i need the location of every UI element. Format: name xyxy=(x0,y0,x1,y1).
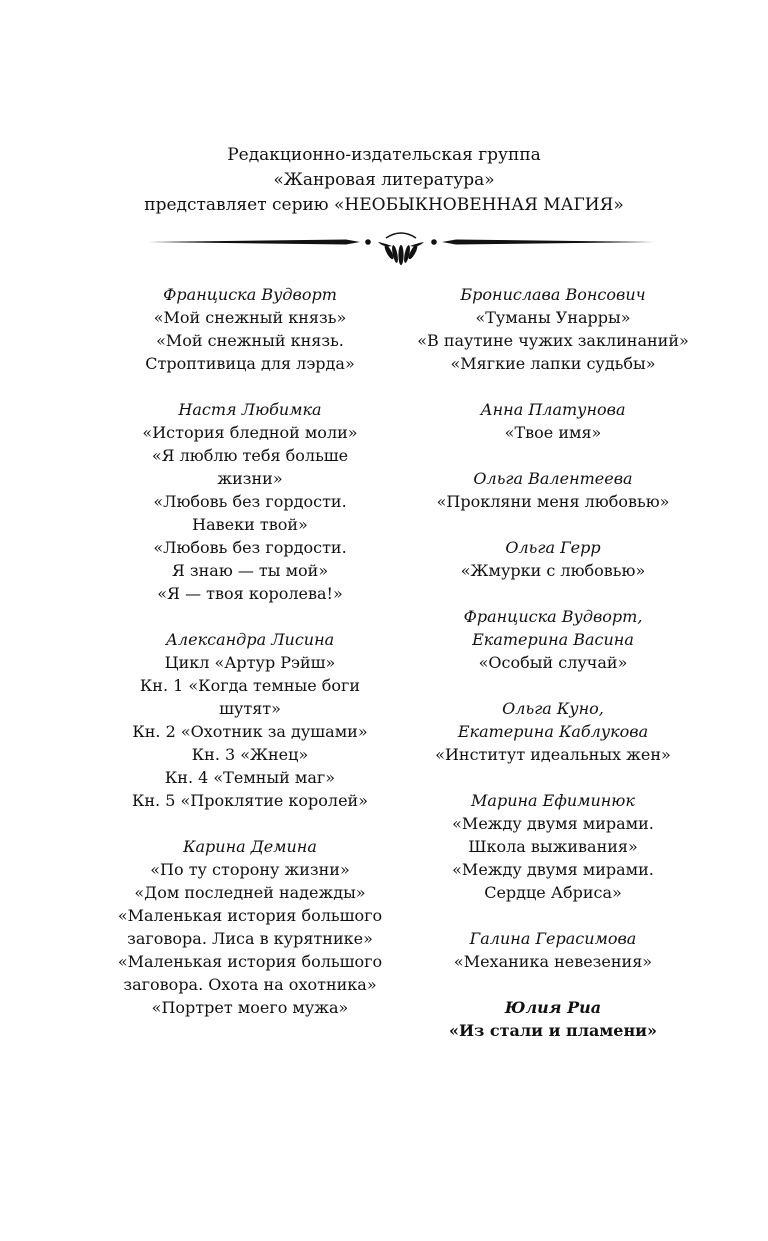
book-entry xyxy=(400,398,706,444)
book-title: Цикл «Артур Рэйш» xyxy=(164,653,336,672)
author-name: Ольга Герр xyxy=(505,538,601,557)
book-title: «Твое имя» xyxy=(504,423,602,442)
book-title: Сердце Абриса» xyxy=(484,883,622,902)
book-entry xyxy=(400,927,706,973)
book-title: Навеки твой» xyxy=(192,515,308,534)
book-title: Кн. 5 «Проклятие королей» xyxy=(131,791,369,810)
book-title: жизни» xyxy=(217,469,283,488)
imprint-line: «Жанровая литература» xyxy=(273,170,495,190)
author-name: Галина Герасимова xyxy=(469,929,637,948)
author-name: Анна Платунова xyxy=(480,400,626,419)
book-title: Строптивица для лэрда» xyxy=(145,354,355,373)
author-name: Настя Любимка xyxy=(178,400,322,419)
book-title: «История бледной моли» xyxy=(142,423,358,442)
book-title: «Из стали и пламени» xyxy=(448,1021,658,1040)
book-title: «В паутине чужих заклинаний» xyxy=(417,331,689,350)
author-name: Ольга Валентеева xyxy=(473,469,633,488)
book-title: «Туманы Унарры» xyxy=(475,308,631,327)
book-title: «Мой снежный князь. xyxy=(156,331,344,350)
book-entry xyxy=(100,835,400,1019)
book-title: «Дом последней надежды» xyxy=(134,883,366,902)
author-name: Екатерина Каблукова xyxy=(457,722,649,741)
book-title: Школа выживания» xyxy=(468,837,638,856)
book-title: «Механика невезения» xyxy=(453,952,653,971)
book-title: «Маленькая история большого xyxy=(117,952,383,971)
book-title: «Любовь без гордости. xyxy=(153,538,347,557)
author-name: Екатерина Васина xyxy=(472,630,634,649)
author-name: Франциска Вудворт, xyxy=(463,607,643,626)
publisher-group-line: Редакционно-издательская группа xyxy=(227,145,541,165)
book-title: «Институт идеальных жен» xyxy=(435,745,671,764)
book-title: «Любовь без гордости. xyxy=(153,492,347,511)
book-title: «Прокляни меня любовью» xyxy=(436,492,670,511)
book-title: шутят» xyxy=(219,699,281,718)
left-column xyxy=(100,283,400,1042)
book-title: «Я — твоя королева!» xyxy=(157,584,343,603)
book-entry xyxy=(400,789,706,904)
book-title: «Я люблю тебя больше xyxy=(151,446,349,465)
book-title: «По ту сторону жизни» xyxy=(150,860,350,879)
author-name: Бронислава Вонсович xyxy=(460,285,646,304)
book-title: «Маленькая история большого xyxy=(117,906,383,925)
book-entry xyxy=(400,996,706,1042)
book-entry xyxy=(400,283,706,375)
book-entry xyxy=(400,467,706,513)
author-name: Марина Ефиминюк xyxy=(471,791,635,810)
book-title: Кн. 3 «Жнец» xyxy=(191,745,309,764)
book-title: Кн. 4 «Темный маг» xyxy=(164,768,336,787)
book-title: Кн. 1 «Когда темные боги xyxy=(139,676,361,695)
book-title: заговора. Охота на охотника» xyxy=(123,975,377,994)
book-title: «Жмурки с любовью» xyxy=(460,561,646,580)
book-entry xyxy=(400,605,706,674)
book-title: заговора. Лиса в курятнике» xyxy=(127,929,373,948)
author-name: Александра Лисина xyxy=(165,630,335,649)
book-entry xyxy=(400,536,706,582)
book-title: «Особый случай» xyxy=(478,653,628,672)
book-entry xyxy=(100,628,400,812)
right-column xyxy=(400,283,706,1065)
book-title: «Мой снежный князь» xyxy=(153,308,347,327)
series-line: представляет серию «НЕОБЫКНОВЕННАЯ МАГИЯ» xyxy=(144,195,624,215)
book-title: Я знаю — ты мой» xyxy=(171,561,329,580)
author-name: Карина Демина xyxy=(183,837,317,856)
book-title: «Между двумя мирами. xyxy=(452,860,654,879)
book-title: «Между двумя мирами. xyxy=(452,814,654,833)
book-title: «Портрет моего мужа» xyxy=(151,998,349,1017)
author-name: Ольга Куно, xyxy=(502,699,604,718)
book-title: «Мягкие лапки судьбы» xyxy=(450,354,656,373)
book-title: Кн. 2 «Охотник за душами» xyxy=(132,722,368,741)
book-entry xyxy=(100,398,400,605)
author-name: Юлия Риа xyxy=(504,998,602,1017)
series-header xyxy=(0,143,768,218)
ornament-divider xyxy=(146,228,656,268)
book-entry xyxy=(100,283,400,375)
author-name: Франциска Вудворт xyxy=(163,285,337,304)
book-entry xyxy=(400,697,706,766)
